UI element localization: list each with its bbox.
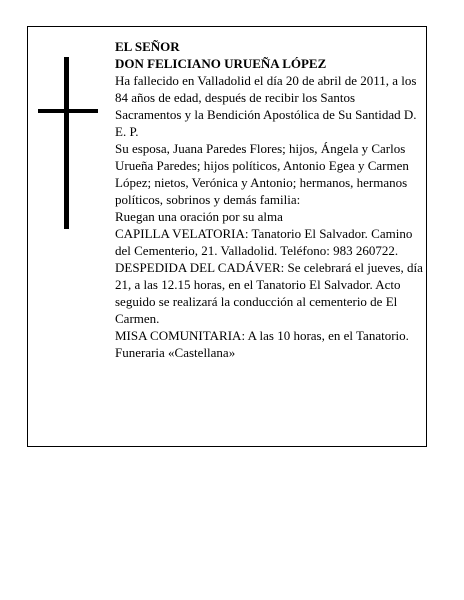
- funeral-home: Funeraria «Castellana»: [115, 345, 236, 360]
- wake-chapel-info: CAPILLA VELATORIA: Tanatorio El Salvador. Camino del Cementerio, 21. Valladolid. Teléfono: 983 260722.: [115, 226, 413, 258]
- deceased-name: DON FELICIANO URUEÑA LÓPEZ: [115, 56, 327, 71]
- cross-vertical-bar: [64, 57, 69, 229]
- notice-title: EL SEÑOR: [115, 39, 180, 54]
- family-list: Su esposa, Juana Paredes Flores; hijos, Ángela y Carlos Urueña Paredes; hijos políticos, Antonio Egea y Carmen López; nietos, Verónica y Antonio; hermanos, hermanos políticos, sobrinos y demás familia:: [115, 141, 409, 207]
- funeral-farewell-info: DESPEDIDA DEL CADÁVER: Se celebrará el jueves, día 21, a las 12.15 horas, en el Tanatorio El Salvador. Acto seguido se realizará la conducción al cementerio de El Carmen.: [115, 260, 423, 326]
- prayer-request: Ruegan una oración por su alma: [115, 209, 283, 224]
- cross-horizontal-bar: [38, 109, 98, 113]
- community-mass-info: MISA COMUNITARIA: A las 10 horas, en el Tanatorio.: [115, 328, 409, 343]
- obituary-notice: [27, 26, 427, 447]
- death-announcement: Ha fallecido en Valladolid el día 20 de abril de 2011, a los 84 años de edad, después de recibir los Santos Sacramentos y la Bendición Apostólica de Su Santidad D. E. P.: [115, 73, 417, 139]
- notice-text: [115, 38, 423, 361]
- cross-icon: [38, 57, 98, 229]
